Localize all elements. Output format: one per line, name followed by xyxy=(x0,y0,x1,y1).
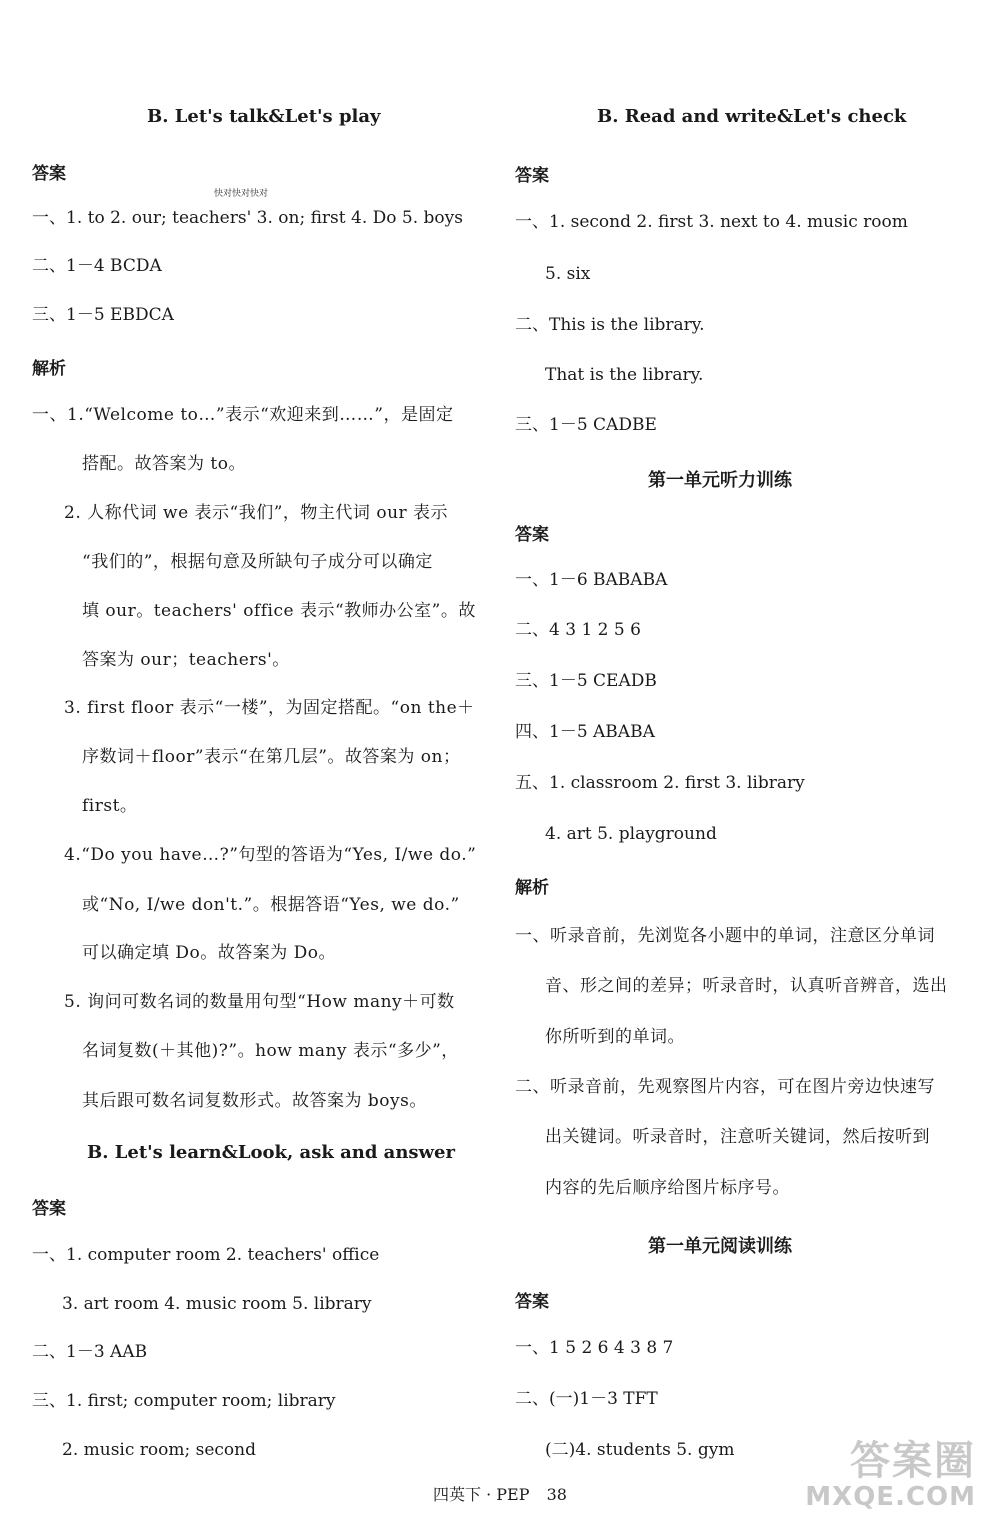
page-number: 38 xyxy=(546,1485,567,1504)
explanation-line: 其后跟可数名词复数形式。故答案为 boys。 xyxy=(82,1091,427,1111)
explanation-line: 一、听录音前，先浏览各小题中的单词，注意区分单词 xyxy=(515,926,935,946)
explanation-line: 音、形之间的差异；听录音时，认真听音辨音，选出 xyxy=(545,976,948,996)
answer-line: 一、1－6 BABABA xyxy=(515,570,668,590)
answer-line: 三、1－5 EBDCA xyxy=(32,305,174,325)
answer-label: 答案 xyxy=(515,166,549,186)
answer-line: 二、4 3 1 2 5 6 xyxy=(515,620,641,640)
section-title-talk-play: B. Let's talk&Let's play xyxy=(147,106,381,127)
explanation-line: “我们的”，根据句意及所缺句子成分可以确定 xyxy=(82,552,433,572)
answer-line: 二、1－3 AAB xyxy=(32,1342,148,1362)
answer-line: 2. music room; second xyxy=(62,1440,256,1460)
explanation-line: 一、1.“Welcome to…”表示“欢迎来到……”，是固定 xyxy=(32,405,454,425)
watermark-bottom: MXQE.COM xyxy=(805,1482,976,1512)
section-title-learn-look: B. Let's learn&Look, ask and answer xyxy=(87,1142,455,1163)
watermark-top: 答案圈 xyxy=(850,1438,976,1484)
answer-line: 四、1－5 ABABA xyxy=(515,722,655,742)
answer-label: 答案 xyxy=(32,164,66,184)
answer-line: 一、1 5 2 6 4 3 8 7 xyxy=(515,1338,674,1358)
watermark-logo xyxy=(805,1440,976,1512)
section-title-listening: 第一单元听力训练 xyxy=(648,470,792,491)
explanation-line: 内容的先后顺序给图片标序号。 xyxy=(545,1178,790,1198)
handwritten-scribble: 快对快对快对 xyxy=(214,189,269,199)
explanation-line: 序数词＋floor”表示“在第几层”。故答案为 on； xyxy=(82,747,461,767)
answer-line: 五、1. classroom 2. first 3. library xyxy=(515,773,805,793)
answer-line: 一、1. computer room 2. teachers' office xyxy=(32,1245,380,1265)
section-title-reading: 第一单元阅读训练 xyxy=(648,1236,792,1257)
answer-line: 三、1－5 CADBE xyxy=(515,415,657,435)
explanation-line: 5. 询问可数名词的数量用句型“How many＋可数 xyxy=(64,992,455,1012)
answer-line: 二、This is the library. xyxy=(515,315,705,335)
explanation-line: 你所听到的单词。 xyxy=(545,1027,685,1047)
explanation-line: first。 xyxy=(82,796,138,816)
explanation-line: 2. 人称代词 we 表示“我们”，物主代词 our 表示 xyxy=(64,503,449,523)
explanation-label: 解析 xyxy=(32,359,66,379)
book-code: 四英下 · PEP xyxy=(433,1485,530,1504)
explanation-line: 出关键词。听录音时，注意听关键词，然后按听到 xyxy=(545,1127,930,1147)
answer-label: 答案 xyxy=(32,1199,66,1219)
explanation-line: 或“No, I/we don't.”。根据答语“Yes, we do.” xyxy=(82,895,460,915)
explanation-line: 答案为 our；teachers'。 xyxy=(82,650,290,670)
answer-line: 3. art room 4. music room 5. library xyxy=(62,1294,372,1314)
explanation-line: 二、听录音前，先观察图片内容，可在图片旁边快速写 xyxy=(515,1077,935,1097)
answer-line: 二、(一)1－3 TFT xyxy=(515,1389,658,1409)
explanation-line: 搭配。故答案为 to。 xyxy=(82,454,246,474)
answer-label: 答案 xyxy=(515,1292,549,1312)
answer-line: 三、1－5 CEADB xyxy=(515,671,657,691)
explanation-label: 解析 xyxy=(515,878,549,898)
answer-line: That is the library. xyxy=(545,365,704,385)
explanation-line: 填 our。teachers' office 表示“教师办公室”。故 xyxy=(82,601,476,621)
explanation-line: 3. first floor 表示“一楼”，为固定搭配。“on the＋ xyxy=(64,698,475,718)
answer-line: 5. six xyxy=(545,264,591,284)
answer-line: 一、1. to 2. our; teachers' 3. on; first 4. Do 5. boys xyxy=(32,208,463,228)
section-title-read-write: B. Read and write&Let's check xyxy=(597,106,907,127)
answer-line: 三、1. first; computer room; library xyxy=(32,1391,336,1411)
answer-line: 4. art 5. playground xyxy=(545,824,717,844)
answer-line: 二、1－4 BCDA xyxy=(32,256,162,276)
answer-label: 答案 xyxy=(515,525,549,545)
explanation-line: 名词复数(＋其他)?”。how many 表示“多少”， xyxy=(82,1041,459,1061)
answer-line: 一、1. second 2. first 3. next to 4. music room xyxy=(515,212,908,232)
explanation-line: 可以确定填 Do。故答案为 Do。 xyxy=(82,943,337,963)
answer-line: (二)4. students 5. gym xyxy=(545,1440,735,1460)
explanation-line: 4.“Do you have…?”句型的答语为“Yes, I/we do.” xyxy=(64,845,477,865)
